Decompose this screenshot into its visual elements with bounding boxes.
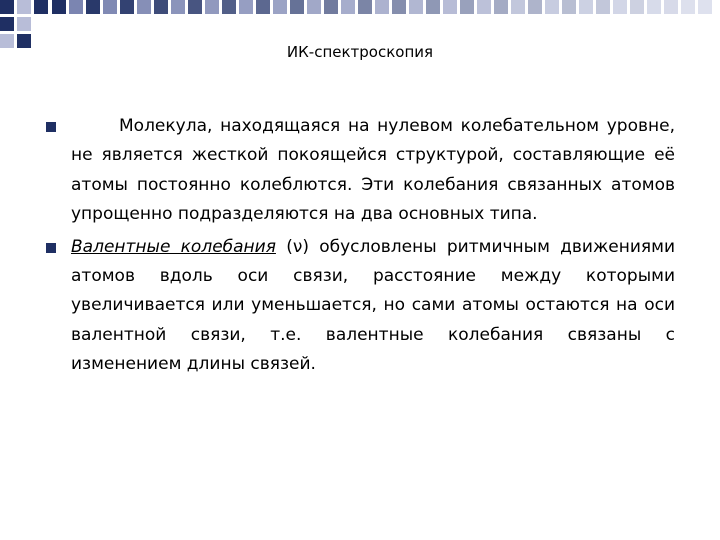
slide-content [40,112,675,383]
header-squares-graphic [0,0,720,48]
header-square [290,0,304,14]
header-square [647,0,661,14]
header-square [477,0,491,14]
square-bullet-icon [46,243,56,253]
header-square [137,0,151,14]
header-square [613,0,627,14]
bullet-item-1 [40,112,675,230]
header-square [273,0,287,14]
header-square [154,0,168,14]
bullet-text-2 [71,233,675,380]
header-square [579,0,593,14]
header-square [120,0,134,14]
header-square [630,0,644,14]
header-square [358,0,372,14]
header-square [69,0,83,14]
header-square [681,0,695,14]
header-square [307,0,321,14]
header-square [375,0,389,14]
header-square [341,0,355,14]
paragraph-2-text: (ν) обусловлены ритмичным движениями атомов вдоль оси связи, расстояние между которыми увеличивается или уменьшается, но сами атомы остаются на оси валентной связи, т.е. валентные колебания связаны с изменением длины связей. [71,236,675,375]
header-square [460,0,474,14]
header-square [256,0,270,14]
header-square [664,0,678,14]
header-square [511,0,525,14]
header-square [171,0,185,14]
header-square [562,0,576,14]
header-square [324,0,338,14]
term-valence-vibrations: Валентные колебания [71,236,276,257]
header-square [443,0,457,14]
header-square [205,0,219,14]
header-square [426,0,440,14]
header-square [596,0,610,14]
header-decoration [0,0,720,48]
slide-title: ИК-спектроскопия [286,43,434,61]
header-square [545,0,559,14]
header-square [86,0,100,14]
header-square [698,0,712,14]
header-square [392,0,406,14]
header-square [494,0,508,14]
square-bullet-icon [46,122,56,132]
bullet-item-2 [40,233,675,380]
header-square [528,0,542,14]
header-square [222,0,236,14]
header-square [52,0,66,14]
header-square [239,0,253,14]
bullet-text-1 [71,112,675,230]
paragraph-1-text: Молекула, находящаяся на нулевом колебательном уровне, не является жесткой покоящейся структурой, составляющие её атомы постоянно колеблются. Эти колебания связанных атомов упрощенно подразделяются на два основных типа. [71,116,675,225]
header-square [409,0,423,14]
header-square [103,0,117,14]
header-square [188,0,202,14]
